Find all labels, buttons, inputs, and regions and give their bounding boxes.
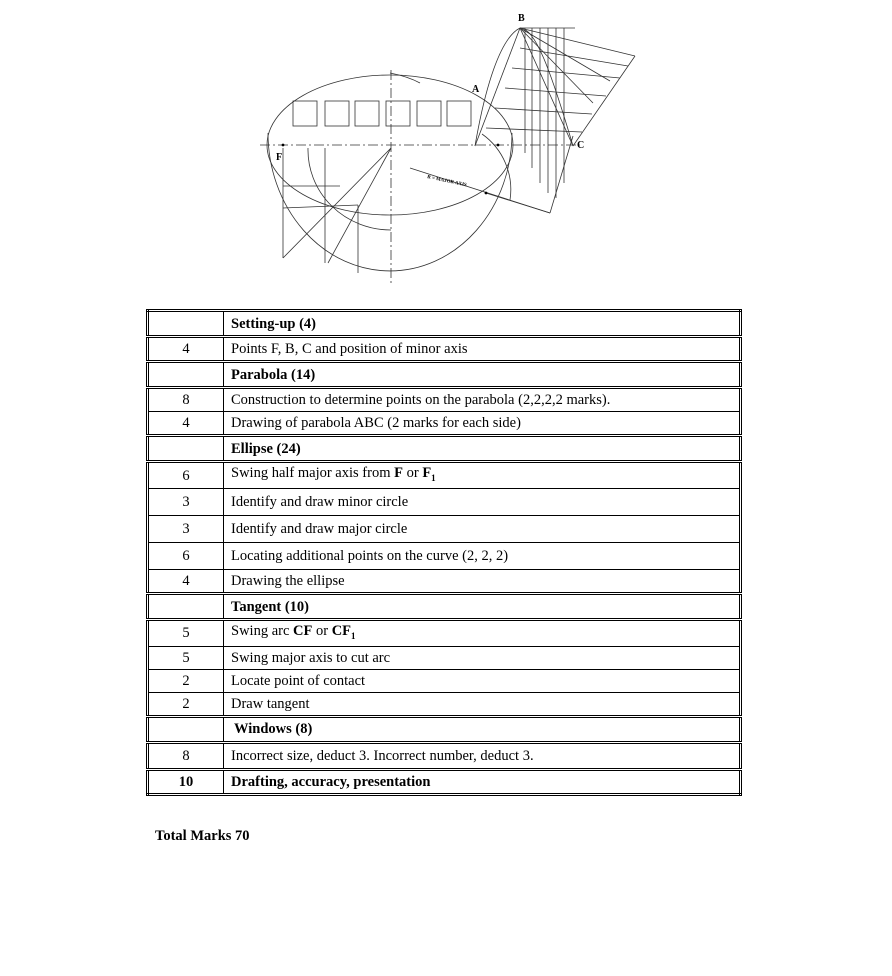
point-f: F [394,465,403,482]
section-heading: Ellipse (24) [224,436,741,462]
criterion-cell: Locate point of contact [224,669,741,692]
criterion-cell: Locating additional points on the curve (2, 2, 2) [224,543,741,570]
section-heading: Windows (8) [224,716,741,742]
construction-lines [283,73,573,273]
section-tangent-row [148,594,741,620]
label-c: C [577,140,585,151]
section-windows-row [148,716,741,742]
section-heading: Parabola (14) [224,362,741,388]
table-row [148,388,741,412]
criterion-cell: Swing major axis to cut arc [224,646,741,669]
section-heading: Tangent (10) [224,594,741,620]
table-row [148,769,741,794]
mark-cell [148,716,224,742]
mark-cell: 6 [148,543,224,570]
text-part: Swing arc [231,623,294,639]
section-ellipse-row [148,436,741,462]
table-row [148,646,741,669]
criterion-cell: Construction to determine points on the parabola (2,2,2,2 marks). [224,388,741,412]
table-row [148,620,741,647]
mark-cell: 5 [148,620,224,647]
criterion-cell: Draw tangent [224,692,741,716]
table-row [148,570,741,594]
total-marks: Total Marks 70 [155,828,250,844]
mark-cell: 3 [148,489,224,516]
construction-drawing [250,8,650,293]
subscript: 1 [431,472,436,483]
criterion-cell: Points F, B, C and position of minor axis [224,337,741,362]
criterion-cell: Drawing the ellipse [224,570,741,594]
table-row [148,742,741,769]
mark-cell: 4 [148,570,224,594]
label-f: F [276,152,283,163]
lower-semicircle [268,133,512,271]
criterion-cell: Drawing of parabola ABC (2 marks for each side) [224,412,741,436]
mark-cell: 8 [148,388,224,412]
mark-cell [148,436,224,462]
mark-cell: 4 [148,337,224,362]
text-part: or [402,465,423,482]
table-row [148,516,741,543]
text-part: or [312,623,332,639]
table-row [148,412,741,436]
table-row [148,669,741,692]
table-row [148,462,741,489]
windows [293,101,471,126]
mark-cell: 2 [148,669,224,692]
label-major-axis: R = MAJOR AXIS [426,175,467,189]
criterion-cell [224,462,741,489]
table-row [148,337,741,362]
text-part: Swing half major axis from [231,465,395,482]
mark-cell [148,362,224,388]
table-row [148,543,741,570]
mark-cell: 10 [148,769,224,794]
criterion-cell: Incorrect size, deduct 3. Incorrect number, deduct 3. [224,742,741,769]
table-row [148,692,741,716]
arc-cf: CF [293,623,313,639]
criterion-cell: Identify and draw major circle [224,516,741,543]
mark-cell: 2 [148,692,224,716]
table-row [148,489,741,516]
mark-cell: 4 [148,412,224,436]
point-f1: F [422,465,432,482]
criterion-cell: Identify and draw minor circle [224,489,741,516]
mark-cell: 5 [148,646,224,669]
mark-cell [148,594,224,620]
criterion-cell [224,620,741,647]
section-setting-up-row [148,311,741,337]
label-a: A [472,84,480,95]
section-parabola-row [148,362,741,388]
marks-table [146,309,742,796]
arc-cf1: CF [331,623,352,639]
criterion-cell: Drafting, accuracy, presentation [224,769,741,794]
mark-cell: 3 [148,516,224,543]
section-heading: Setting-up (4) [224,311,741,337]
mark-cell [148,311,224,337]
subscript: 1 [351,630,356,641]
mark-cell: 6 [148,462,224,489]
mark-cell: 8 [148,742,224,769]
label-b: B [518,13,525,24]
